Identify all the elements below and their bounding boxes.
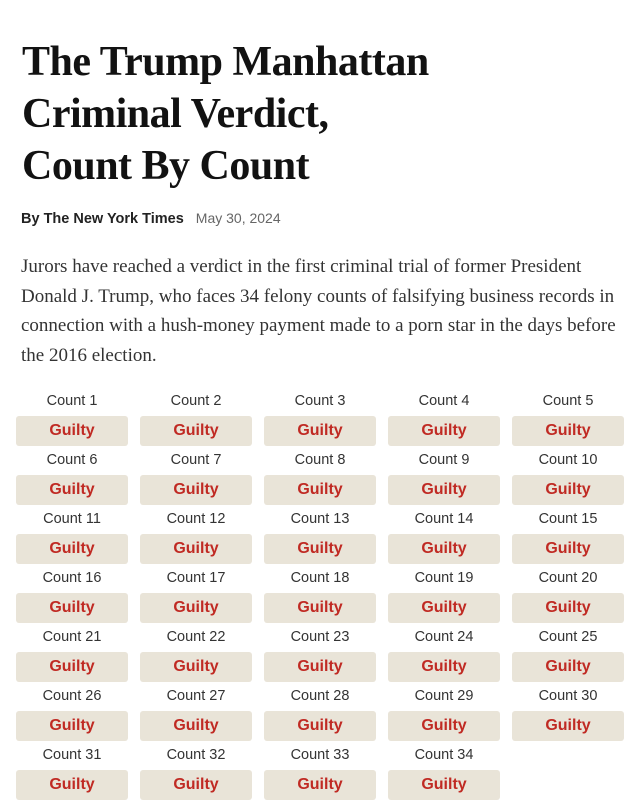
count-label: Count 8	[294, 452, 346, 468]
verdict-badge: Guilty	[388, 534, 500, 564]
verdict-badge: Guilty	[140, 711, 252, 741]
verdict-badge: Guilty	[140, 475, 252, 505]
verdict-cell	[264, 627, 376, 682]
verdict-badge: Guilty	[388, 770, 500, 800]
verdict-badge: Guilty	[512, 711, 624, 741]
count-label: Count 23	[290, 629, 350, 645]
count-label: Count 2	[170, 393, 222, 409]
verdict-badge: Guilty	[264, 593, 376, 623]
count-label: Count 24	[414, 629, 474, 645]
verdict-cell	[140, 391, 252, 446]
verdict-badge: Guilty	[264, 652, 376, 682]
count-label: Count 22	[166, 629, 226, 645]
verdict-badge: Guilty	[16, 416, 128, 446]
verdict-cell	[264, 568, 376, 623]
verdict-cell	[512, 450, 624, 505]
count-label: Count 6	[46, 452, 98, 468]
count-label: Count 14	[414, 511, 474, 527]
verdict-cell	[264, 450, 376, 505]
verdict-cell	[388, 745, 500, 800]
count-label: Count 32	[166, 747, 226, 763]
count-label: Count 9	[418, 452, 470, 468]
count-label: Count 26	[42, 688, 102, 704]
count-label: Count 34	[414, 747, 474, 763]
verdict-badge: Guilty	[140, 593, 252, 623]
verdict-badge: Guilty	[16, 652, 128, 682]
count-label: Count 19	[414, 570, 474, 586]
verdict-badge: Guilty	[140, 416, 252, 446]
count-label: Count 27	[166, 688, 226, 704]
byline-author: By The New York Times	[21, 211, 184, 227]
count-label: Count 28	[290, 688, 350, 704]
count-label: Count 25	[538, 629, 598, 645]
headline-line-1: The Trump Manhattan	[22, 39, 429, 85]
count-label: Count 4	[418, 393, 470, 409]
verdict-badge: Guilty	[16, 593, 128, 623]
byline-date: May 30, 2024	[195, 210, 281, 226]
verdict-badge: Guilty	[264, 475, 376, 505]
verdict-cell	[16, 450, 128, 505]
count-label: Count 30	[538, 688, 598, 704]
verdict-badge: Guilty	[16, 711, 128, 741]
verdict-cell	[388, 686, 500, 741]
count-label: Count 13	[290, 511, 350, 527]
verdict-badge: Guilty	[512, 475, 624, 505]
verdict-cell	[512, 686, 624, 741]
count-label: Count 18	[290, 570, 350, 586]
count-label: Count 16	[42, 570, 102, 586]
verdict-badge: Guilty	[512, 593, 624, 623]
count-label: Count 20	[538, 570, 598, 586]
verdict-cell	[388, 450, 500, 505]
verdict-cell	[16, 686, 128, 741]
verdict-cell	[16, 568, 128, 623]
count-label: Count 7	[170, 452, 222, 468]
verdict-cell	[16, 509, 128, 564]
verdict-badge: Guilty	[140, 534, 252, 564]
verdict-cell	[140, 686, 252, 741]
verdict-badge: Guilty	[388, 416, 500, 446]
verdict-badge: Guilty	[264, 416, 376, 446]
verdict-cell	[512, 509, 624, 564]
verdict-cell	[16, 745, 128, 800]
verdict-badge: Guilty	[388, 475, 500, 505]
count-label: Count 15	[538, 511, 598, 527]
page-title	[22, 36, 620, 192]
verdict-badge: Guilty	[16, 475, 128, 505]
verdict-cell	[388, 391, 500, 446]
verdict-grid	[16, 391, 624, 800]
count-label: Count 29	[414, 688, 474, 704]
verdict-badge: Guilty	[140, 652, 252, 682]
verdict-cell	[512, 627, 624, 682]
verdict-cell	[140, 627, 252, 682]
verdict-cell	[264, 391, 376, 446]
verdict-cell	[16, 391, 128, 446]
verdict-badge: Guilty	[140, 770, 252, 800]
verdict-cell	[388, 509, 500, 564]
verdict-cell	[140, 568, 252, 623]
count-label: Count 31	[42, 747, 102, 763]
verdict-badge: Guilty	[512, 416, 624, 446]
verdict-cell	[264, 745, 376, 800]
count-label: Count 12	[166, 511, 226, 527]
count-label: Count 10	[538, 452, 598, 468]
headline-line-3: Count By Count	[22, 143, 310, 189]
verdict-cell	[140, 450, 252, 505]
verdict-badge: Guilty	[512, 534, 624, 564]
verdict-badge: Guilty	[512, 652, 624, 682]
verdict-cell	[264, 509, 376, 564]
count-label: Count 33	[290, 747, 350, 763]
count-label: Count 21	[42, 629, 102, 645]
verdict-cell	[512, 568, 624, 623]
verdict-badge: Guilty	[388, 652, 500, 682]
count-label: Count 3	[294, 393, 346, 409]
count-label: Count 11	[43, 511, 101, 527]
verdict-badge: Guilty	[16, 770, 128, 800]
verdict-badge: Guilty	[264, 534, 376, 564]
count-label: Count 1	[46, 393, 98, 409]
verdict-cell	[264, 686, 376, 741]
verdict-cell	[388, 568, 500, 623]
verdict-cell	[512, 391, 624, 446]
verdict-badge: Guilty	[16, 534, 128, 564]
verdict-badge: Guilty	[264, 770, 376, 800]
verdict-cell	[140, 509, 252, 564]
lede-paragraph: Jurors have reached a verdict in the first criminal trial of former President Donald J. Trump, who faces 34 felony counts of falsifying business records in connection with a hush-money payment made to a porn star in the days before the 2016 election.	[21, 256, 616, 366]
count-label: Count 5	[542, 393, 594, 409]
headline-line-2: Criminal Verdict,	[22, 91, 329, 137]
verdict-badge: Guilty	[388, 593, 500, 623]
verdict-cell	[388, 627, 500, 682]
verdict-badge: Guilty	[388, 711, 500, 741]
verdict-badge: Guilty	[264, 711, 376, 741]
verdict-cell	[16, 627, 128, 682]
count-label: Count 17	[166, 570, 226, 586]
verdict-cell	[140, 745, 252, 800]
byline	[21, 210, 620, 227]
